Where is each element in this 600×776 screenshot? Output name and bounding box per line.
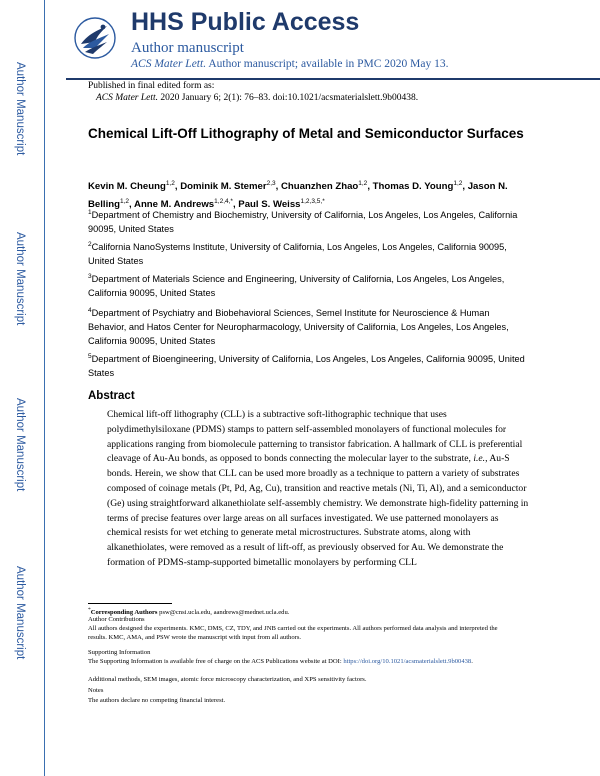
notes-heading: Notes bbox=[88, 687, 104, 694]
corresponding-authors: *Corresponding Authors psw@cnsi.ucla.edu, aandrews@mednet.ucla.edu. bbox=[88, 607, 290, 617]
hhs-eagle-logo-icon bbox=[73, 14, 117, 62]
affiliation: $^5$Department of Bioengineering, University of California, Los Angeles, Los Angeles, California 90095, United States bbox=[88, 353, 525, 379]
hhs-public-access-title: HHS Public Access bbox=[131, 8, 360, 36]
availability-text: Author manuscript; available in PMC 2020 May 13. bbox=[206, 58, 449, 70]
article-title: Chemical Lift-Off Lithography of Metal and Semiconductor Surfaces bbox=[88, 126, 524, 141]
sidebar-rule bbox=[44, 0, 45, 776]
citation-details: 2020 January 6; 2(1): 76–83. doi:10.1021/acsmaterialslett.9b00438. bbox=[158, 93, 419, 103]
author: Jason N. Belling$^{1,2}$ bbox=[88, 181, 508, 211]
notes-text: The authors declare no competing financial interest. bbox=[88, 697, 226, 704]
affiliation: $^1$Department of Chemistry and Biochemistry, University of California, Los Angeles, Los Angeles, California 90095, United States bbox=[88, 209, 518, 235]
contributions-heading: Author Contributions bbox=[88, 616, 145, 623]
abstract-text: Chemical lift-off lithography (CLL) is a subtractive soft-lithographic technique that uses polydimethylsiloxane (PDMS) stamps to pattern self-assembled monolayers of functional molecules for applications ranging from biomolecule patterning to transistor fabrication. A hallmark of CLL is preferential cleavage of Au-Au bonds, as opposed to bonds connecting the molecular layer to the substrate, i.e., Au-S bonds. Herein, we show that CLL can be used more broadly as a technique to pattern a variety of substrates composed of coinage metals (Pt, Pd, Ag, Cu), transition and reactive metals (Ni, Ti, Al), and a semiconductor (Ge) using straightforward alkanethiolate self-assembly chemistry. We demonstrate high-fidelity patterning in terms of precise features over large areas on all surfaces investigated. We use patterned monolayers as chemical resists for wet etching to generate metal microstructures. Substrate atoms, along with alkanethiolates, were removed as a result of lift-off, as previously observed for Au. We demonstrate the formation of PDMS-stamp-supported bimetallic monolayers by performing CLL bbox=[107, 409, 529, 568]
author: Chuanzhen Zhao$^{1,2}$ bbox=[280, 180, 368, 193]
sidebar-label: Author Manuscript bbox=[14, 232, 26, 326]
journal-availability bbox=[131, 58, 449, 70]
author-manuscript-sidebar bbox=[0, 0, 66, 776]
published-in-label: Published in final edited form as: bbox=[88, 81, 215, 91]
journal-abbrev: ACS Mater Lett. bbox=[131, 58, 207, 70]
author: Anne M. Andrews$^{1,2,4,*}$ bbox=[134, 198, 233, 211]
author: Paul S. Weiss$^{1,2,3,5,*}$ bbox=[238, 198, 325, 211]
citation-journal: ACS Mater Lett. bbox=[96, 93, 159, 103]
supporting-info-extra: Additional methods, SEM images, atomic force microscopy characterization, and XPS sensitivity factors. bbox=[88, 676, 367, 683]
author: Dominik M. Stemer$^{2,3}$ bbox=[180, 180, 276, 193]
abstract-heading: Abstract bbox=[88, 390, 135, 402]
footnote-rule bbox=[88, 603, 172, 604]
author-list: Kevin M. Cheung$^{1,2}$, Dominik M. Stemer$^{2,3}$, Chuanzhen Zhao$^{1,2}$, Thomas D. Young$^{1,2}$, Jason N. Belling$^{1,2}$, Anne M. Andrews$^{1,2,4,*}$, Paul S. Weiss$^{1,2,3,5,*}$ bbox=[88, 180, 508, 211]
author: Thomas D. Young$^{1,2}$ bbox=[372, 180, 463, 193]
contributions-text: All authors designed the experiments. KMC, DMS, CZ, TDY, and JNB carried out the experiments. All authors performed data analysis and interpreted the results. KMC, AMA, and PSW wrote the manuscript with input from all authors. bbox=[88, 625, 498, 641]
doi-link[interactable]: https://doi.org/10.1021/acsmaterialslett.9b00438 bbox=[343, 658, 472, 665]
sidebar-label: Author Manuscript bbox=[14, 566, 26, 660]
author: Kevin M. Cheung$^{1,2}$ bbox=[88, 180, 175, 193]
affiliation: $^3$Department of Materials Science and Engineering, University of California, Los Angeles, Los Angeles, California 90095, United States bbox=[88, 273, 505, 299]
publication-info bbox=[88, 80, 418, 104]
affiliation: $^2$California NanoSystems Institute, University of California, Los Angeles, Los Angeles, California 90095, United States bbox=[88, 241, 507, 267]
supporting-info-heading: Supporting Information bbox=[88, 649, 151, 656]
affiliation: $^4$Department of Psychiatry and Biobehavioral Sciences, Semel Institute for Neuroscience & Human Behavior, and Hatos Center for Neuropharmacology, University of California, Los Angeles, Los Angeles, California 90095, United States bbox=[88, 307, 509, 347]
sidebar-label: Author Manuscript bbox=[14, 62, 26, 156]
citation-line bbox=[88, 92, 418, 104]
author-manuscript-subtitle: Author manuscript bbox=[131, 40, 244, 56]
supporting-info-text: The Supporting Information is available free of charge on the ACS Publications website at DOI: https://doi.org/10.1021/acsmaterialslett.9b00438. bbox=[88, 658, 473, 665]
sidebar-label: Author Manuscript bbox=[14, 398, 26, 492]
